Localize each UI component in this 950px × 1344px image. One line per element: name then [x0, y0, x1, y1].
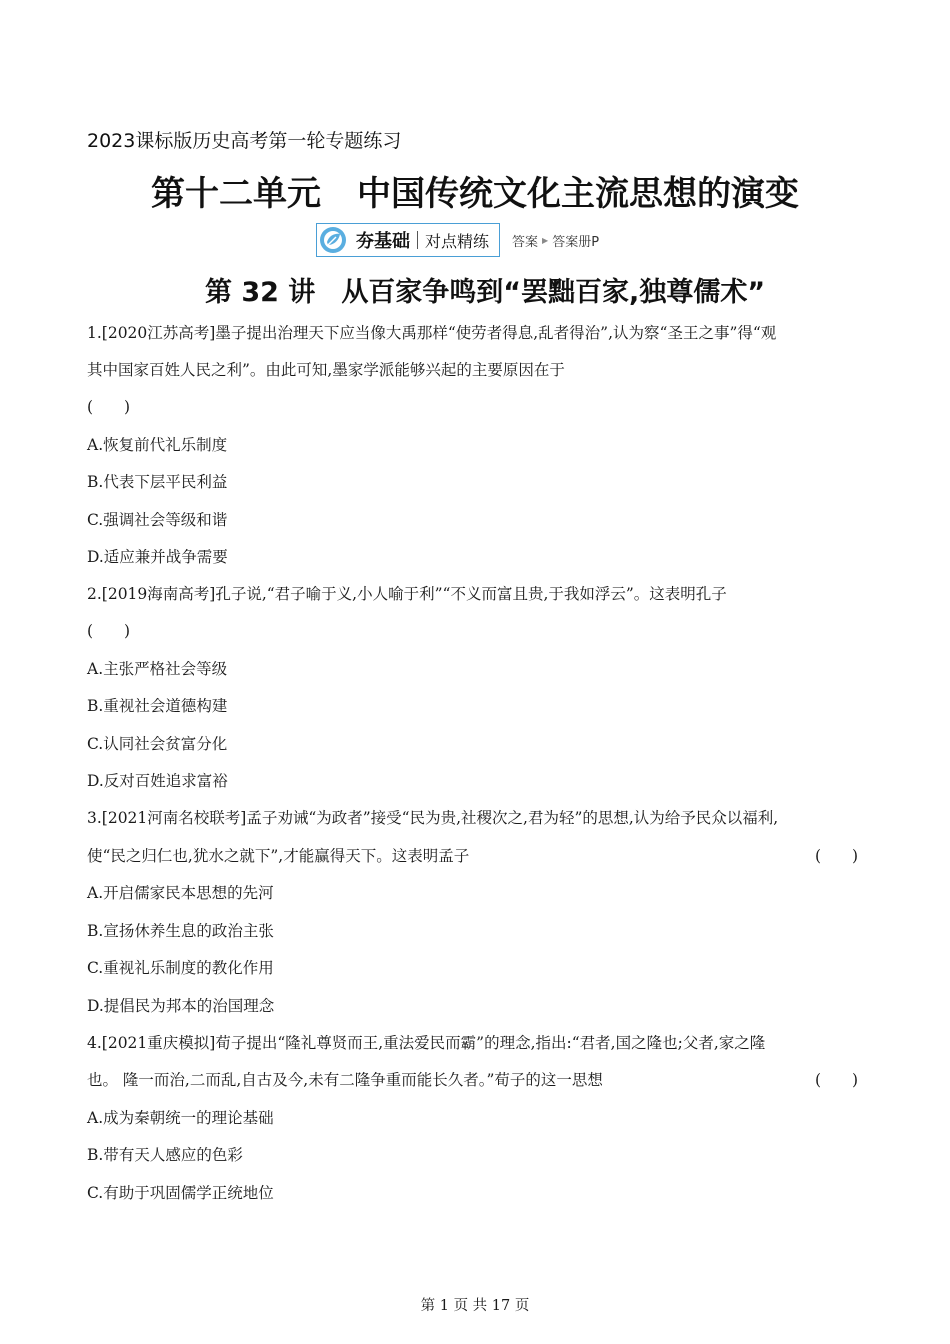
banner-divider — [417, 231, 418, 249]
question-1-option-a: A.恢复前代礼乐制度 — [87, 436, 228, 454]
question-4-option-b: B.带有天人感应的色彩 — [87, 1146, 243, 1164]
question-2-option-b: B.重视社会道德构建 — [87, 697, 228, 715]
question-2-option-c: C.认同社会贫富分化 — [87, 735, 228, 753]
question-4-stem-line-2: 也。 隆一而治,二而乱,自古及今,未有二隆争重而能长久者。”荀子的这一思想 — [87, 1071, 603, 1089]
unit-title — [0, 166, 950, 215]
question-3-stem-line-2: 使“民之归仁也,犹水之就下”,才能赢得天下。这表明孟子 — [87, 847, 470, 865]
lesson-name: 从百家争鸣到“罢黜百家,独尊儒术” — [341, 277, 766, 308]
question-1-stem-line-2: 其中国家百姓人民之利”。由此可知,墨家学派能够兴起的主要原因在于 — [87, 361, 565, 379]
lesson-number: 第 32 讲 — [204, 277, 316, 308]
banner-subtitle: 对点精练 — [425, 231, 490, 251]
question-1-answer-blank: ( ) — [87, 398, 131, 416]
series-title: 2023课标版历史高考第一轮专题练习 — [87, 130, 402, 152]
answer-ref: 答案册P — [552, 234, 600, 250]
section-banner — [316, 223, 599, 257]
answer-label: 答案 — [512, 234, 539, 250]
question-1-option-b: B.代表下层平民利益 — [87, 473, 228, 491]
unit-name: 中国传统文化主流思想的演变 — [357, 174, 799, 214]
question-3-answer-blank: ( ) — [815, 847, 859, 865]
page-footer: 第 1 页 共 17 页 — [420, 1298, 530, 1314]
lesson-title — [0, 270, 950, 309]
question-3-option-d: D.提倡民为邦本的治国理念 — [87, 997, 275, 1015]
question-2-option-a: A.主张严格社会等级 — [87, 660, 228, 678]
question-4-answer-blank: ( ) — [815, 1071, 859, 1089]
question-1-option-c: C.强调社会等级和谐 — [87, 511, 228, 529]
question-3-option-c: C.重视礼乐制度的教化作用 — [87, 959, 274, 977]
question-2-answer-blank: ( ) — [87, 622, 131, 640]
question-2-stem-line-1: 2.[2019海南高考]孔子说,“君子喻于义,小人喻于利”“不义而富且贵,于我如浮云”。这表明孔子 — [87, 585, 727, 603]
question-2-option-d: D.反对百姓追求富裕 — [87, 772, 228, 790]
banner-box — [316, 223, 500, 257]
question-1-stem-line-1: 1.[2020江苏高考]墨子提出治理天下应当像大禹那样“使劳者得息,乱者得治”,认为察“圣王之事”得“观 — [87, 324, 777, 342]
question-3-option-a: A.开启儒家民本思想的先河 — [87, 884, 274, 902]
unit-label: 第十二单元 — [151, 174, 321, 214]
triangle-right-icon: ▶ — [542, 235, 549, 245]
question-3-option-b: B.宣扬休养生息的政治主张 — [87, 922, 274, 940]
question-4-stem-line-1: 4.[2021重庆模拟]荀子提出“隆礼尊贤而王,重法爱民而霸”的理念,指出:“君者,国之隆也;父者,家之隆 — [87, 1034, 766, 1052]
question-1-option-d: D.适应兼并战争需要 — [87, 548, 228, 566]
question-4-option-c: C.有助于巩固儒学正统地位 — [87, 1184, 274, 1202]
leaf-check-icon — [318, 225, 348, 255]
banner-name: 夯基础 — [356, 231, 410, 252]
question-3-stem-line-1: 3.[2021河南名校联考]孟子劝诫“为政者”接受“民为贵,社稷次之,君为轻”的思想,认为给予民众以福利, — [87, 809, 779, 827]
answer-reference — [512, 231, 599, 250]
question-4-option-a: A.成为秦朝统一的理论基础 — [87, 1109, 274, 1127]
